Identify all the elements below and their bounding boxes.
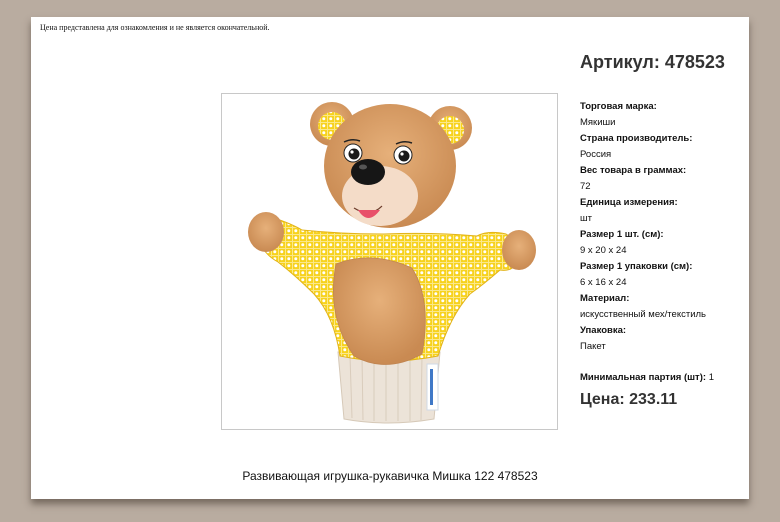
specs-list <box>580 99 745 355</box>
product-photo <box>221 93 558 430</box>
spec-value: 9 x 20 x 24 <box>580 245 627 256</box>
bear-puppet-image <box>222 94 557 429</box>
price-disclaimer: Цена представлена для ознакомления и не является окончательной. <box>40 23 270 32</box>
spec-label: Упаковка: <box>580 325 627 336</box>
spec-value: Россия <box>580 149 612 160</box>
price-value: 233.11 <box>629 391 678 408</box>
spec-value: шт <box>580 213 592 224</box>
price <box>580 391 677 409</box>
spec-label: Материал: <box>580 293 630 304</box>
spec-label: Размер 1 упаковки (см): <box>580 261 693 272</box>
spec-label: Вес товара в граммах: <box>580 165 687 176</box>
spec-label: Страна производитель: <box>580 133 693 144</box>
min-batch <box>580 372 714 383</box>
spec-label: Размер 1 шт. (см): <box>580 229 664 240</box>
min-batch-label: Минимальная партия (шт): <box>580 372 707 383</box>
product-caption: Развивающая игрушка-рукавичка Мишка 122 478523 <box>242 469 538 483</box>
article-title <box>580 52 725 73</box>
article-label: Артикул: <box>580 52 660 72</box>
spec-value: 72 <box>580 181 591 192</box>
spec-value: искусственный мех/текстиль <box>580 309 706 320</box>
catalog-sheet <box>31 17 749 499</box>
spec-label: Единица измерения: <box>580 197 678 208</box>
spec-value: Пакет <box>580 341 606 352</box>
spec-value: Мякиши <box>580 117 616 128</box>
price-label: Цена: <box>580 391 625 408</box>
spec-label: Торговая марка: <box>580 101 657 112</box>
min-batch-value: 1 <box>708 372 714 383</box>
article-number: 478523 <box>664 52 725 72</box>
spec-value: 6 x 16 x 24 <box>580 277 627 288</box>
